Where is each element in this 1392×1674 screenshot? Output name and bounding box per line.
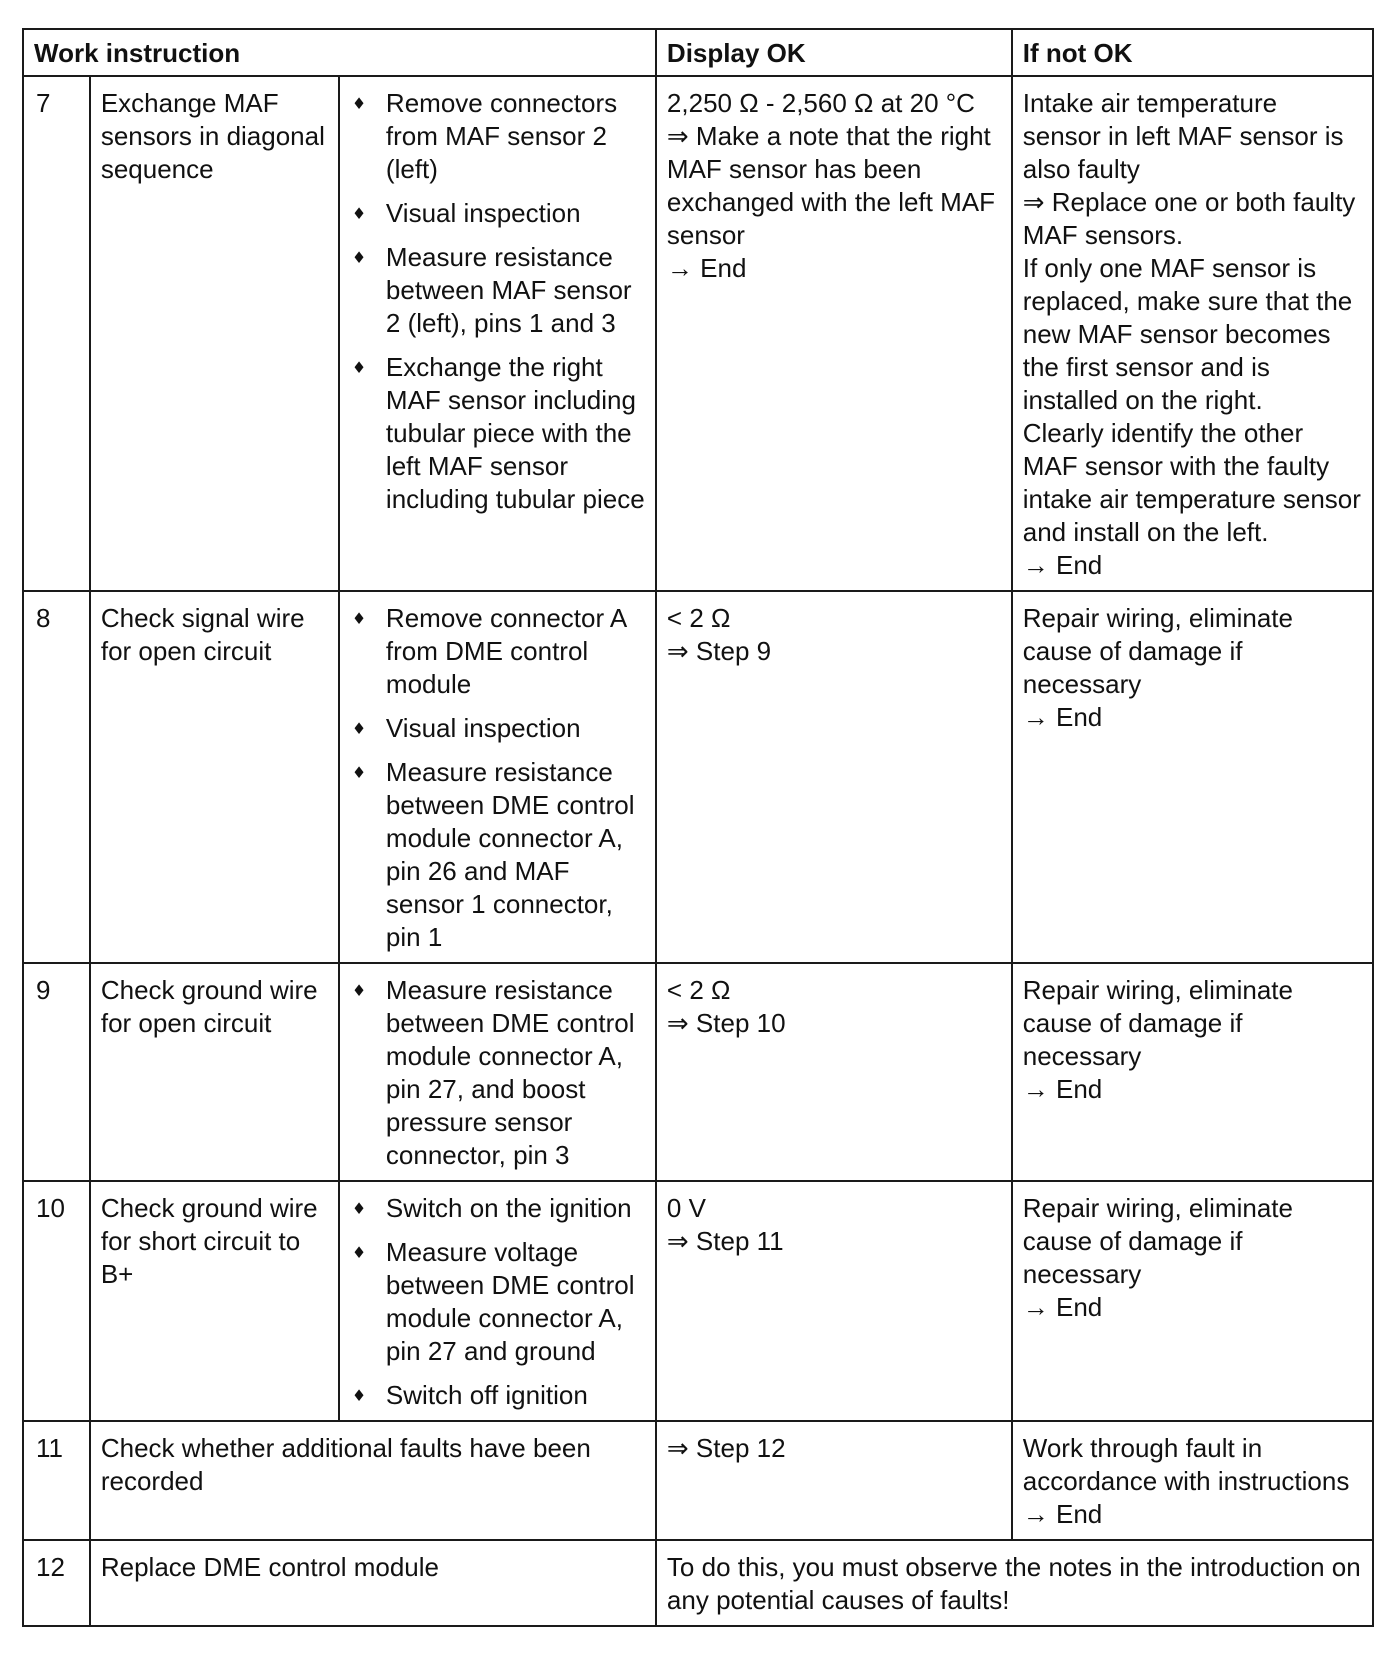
display-ok-line: 2,250 Ω - 2,560 Ω at 20 °C — [666, 88, 975, 118]
step-number: 9 — [23, 963, 90, 1181]
display-ok-cell — [656, 1181, 1012, 1421]
action-item: ♦ Measure resistance between DME control module connector A, pin 26 and MAF sensor 1 connector, pin 1 — [350, 756, 645, 954]
display-ok-line: → End — [666, 253, 747, 283]
if-not-ok-line: Repair wiring, eliminate cause of damage if necessary — [1022, 1193, 1293, 1289]
action-item: ♦ Visual inspection — [350, 712, 645, 745]
table-row — [23, 963, 1373, 1181]
step-number: 11 — [23, 1421, 90, 1540]
header-row — [23, 29, 1373, 76]
display-ok-cell — [656, 1421, 1012, 1540]
display-ok-cell — [656, 591, 1012, 963]
if-not-ok-line: → End — [1022, 702, 1103, 732]
display-ok-line: 0 V — [666, 1193, 706, 1223]
if-not-ok-line: → End — [1022, 1499, 1103, 1529]
action-item: ♦ Remove connector A from DME control module — [350, 602, 645, 701]
table-row — [23, 1421, 1373, 1540]
work-instruction-page — [22, 28, 1374, 1627]
action-item: ♦ Measure voltage between DME control module connector A, pin 27 and ground — [350, 1236, 645, 1368]
action-item: ♦ Switch off ignition — [350, 1379, 645, 1412]
display-ok-line: ⇒ Step 12 — [666, 1433, 786, 1463]
if-not-ok-line: Work through fault in accordance with instructions — [1022, 1433, 1350, 1496]
step-number: 7 — [23, 76, 90, 591]
display-ok-line: < 2 Ω — [666, 975, 731, 1005]
action-item: ♦ Visual inspection — [350, 197, 645, 230]
step-actions — [339, 591, 656, 963]
if-not-ok-cell — [1012, 1421, 1373, 1540]
step-task: Check ground wire for short circuit to B+ — [90, 1181, 339, 1421]
table-row — [23, 591, 1373, 963]
table-row — [23, 76, 1373, 591]
if-not-ok-cell — [1012, 591, 1373, 963]
step-note: To do this, you must observe the notes in the introduction on any potential causes of faults! — [656, 1540, 1373, 1626]
if-not-ok-cell — [1012, 1181, 1373, 1421]
if-not-ok-line: → End — [1022, 550, 1103, 580]
step-task: Exchange MAF sensors in diagonal sequence — [90, 76, 339, 591]
display-ok-line: ⇒ Step 10 — [666, 1008, 786, 1038]
display-ok-cell — [656, 76, 1012, 591]
if-not-ok-line: Clearly identify the other MAF sensor with the faulty intake air temperature sensor and install on the left. — [1022, 418, 1361, 547]
display-ok-line: ⇒ Step 9 — [666, 636, 772, 666]
step-task: Check ground wire for open circuit — [90, 963, 339, 1181]
step-task: Check whether additional faults have been recorded — [90, 1421, 656, 1540]
action-item: ♦ Measure resistance between DME control module connector A, pin 27, and boost pressure sensor connector, pin 3 — [350, 974, 645, 1172]
step-actions — [339, 963, 656, 1181]
display-ok-line: < 2 Ω — [666, 603, 731, 633]
display-ok-cell — [656, 963, 1012, 1181]
if-not-ok-line: If only one MAF sensor is replaced, make sure that the new MAF sensor becomes the first sensor and is installed on the right. — [1022, 253, 1353, 415]
if-not-ok-line: Repair wiring, eliminate cause of damage if necessary — [1022, 975, 1293, 1071]
header-if-not-ok: If not OK — [1012, 29, 1373, 76]
action-item: ♦ Switch on the ignition — [350, 1192, 645, 1225]
table-row — [23, 1181, 1373, 1421]
step-task: Replace DME control module — [90, 1540, 656, 1626]
if-not-ok-line: Repair wiring, eliminate cause of damage if necessary — [1022, 603, 1293, 699]
header-work-instruction: Work instruction — [23, 29, 656, 76]
work-instruction-table — [22, 28, 1374, 1627]
display-ok-line: ⇒ Make a note that the right MAF sensor has been exchanged with the left MAF sensor — [666, 121, 995, 250]
table-row — [23, 1540, 1373, 1626]
display-ok-line: ⇒ Step 11 — [666, 1226, 784, 1256]
if-not-ok-cell — [1012, 76, 1373, 591]
step-actions — [339, 1181, 656, 1421]
if-not-ok-cell — [1012, 963, 1373, 1181]
step-number: 10 — [23, 1181, 90, 1421]
if-not-ok-line: ⇒ Replace one or both faulty MAF sensors. — [1022, 187, 1356, 250]
if-not-ok-line: Intake air temperature sensor in left MAF sensor is also faulty — [1022, 88, 1344, 184]
step-actions — [339, 76, 656, 591]
action-item: ♦ Measure resistance between MAF sensor 2 (left), pins 1 and 3 — [350, 241, 645, 340]
step-task: Check signal wire for open circuit — [90, 591, 339, 963]
action-item: ♦ Exchange the right MAF sensor including tubular piece with the left MAF sensor including tubular piece — [350, 351, 645, 516]
header-display-ok: Display OK — [656, 29, 1012, 76]
step-number: 12 — [23, 1540, 90, 1626]
if-not-ok-line: → End — [1022, 1074, 1103, 1104]
action-item: ♦ Remove connectors from MAF sensor 2 (left) — [350, 87, 645, 186]
if-not-ok-line: → End — [1022, 1292, 1103, 1322]
step-number: 8 — [23, 591, 90, 963]
